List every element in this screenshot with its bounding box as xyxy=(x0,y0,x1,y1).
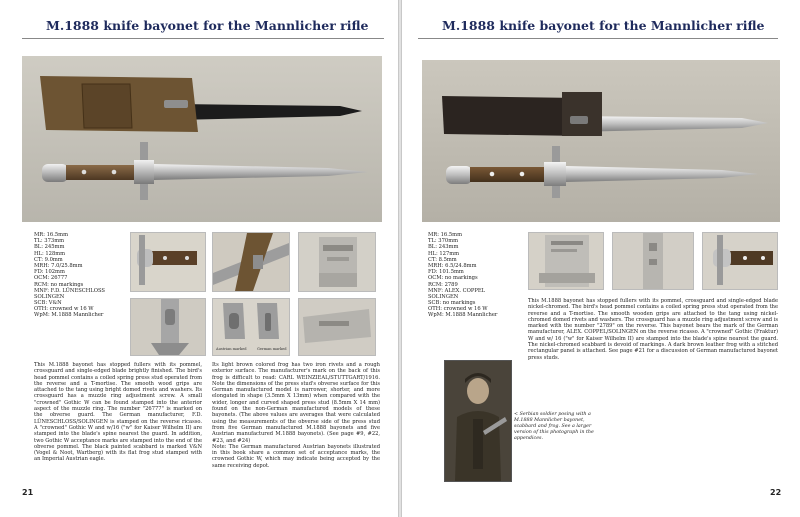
spec-item: OCM: no markings xyxy=(428,275,478,282)
paragraph: This M.1888 bayonet has stopped fullers with its pommel, crossguard and single-edged blade nickel-chromed. The bird's head pommel contains a coiled spring press stud operated from the reverse and a T-mortise. The smooth wooden grips are attached to the tang using nickel-chromed domed rivets and washers. The crossguard has a muzzle ring adjustment screw and is marked with the number "2789" on the reverse. This bayonet bears the mark of the German manufacturer, ALEX. COPPEL/SOLINGEN on the reverse ricasso. A "crowned" Gothic (Fraktur) W and w/ 16 ("w" for Kaiser Wilhelm II) are stamped into the blade's spine nearest the guard. The nickel-chromed scabbard is devoid of markings. A dark brown leather frog with a stitched rectangular panel is attached. See page #21 for a discussion of German manufactured bayonet press studs. xyxy=(528,298,778,361)
bayonet-photo-left xyxy=(22,56,382,222)
body-text-right xyxy=(528,298,778,361)
spec-item: HL: 128mm xyxy=(34,250,66,257)
caption-arrow: < xyxy=(514,412,519,417)
spec-item: MR: 16.5mm xyxy=(428,232,463,238)
spec-item: MNF: F.D. LÜNESCHLOSS xyxy=(34,287,105,294)
spec-item: BL: 243mm xyxy=(428,244,459,251)
detail-photo-press-stud xyxy=(130,298,206,356)
caption-text: Serbian soldier posing with a M.1888 Mannlicher bayonet, scabbard and frog. See a larger version of this photograph in the appendices. xyxy=(514,412,594,441)
paragraph: This M.1888 bayonet has stopped fullers with its pommel, crossguard and single-edged blade brightly finished. The bird's head pommel contains a coiled spring press stud operated from the reverse and a T-mortise. The smooth wood grips are attached to the tang using bright domed rivets and washers. Its crossguard has a muzzle ring adjustment screw. A small "crowned" Gothic W can be found stamped into the anterior aspect of the muzzle ring. The number "26777" is marked on the obverse guard. The German manufacturer, F.D. LÜNESCHLOSS/SOLINGEN is stamped on the reverse ricasso. A "crowned" Gothic W and w/16 ("w" for Kaiser Wilhelm II) are stamped into the blade's spine nearest the guard. In addition, two Gothic W acceptance marks are stamped into the end of the obverse pommel. The black painted scabbard is marked V&N (Vogel & Noot, Wartberg) with its flat frog stud stamped with an Imperial Austrian eagle. xyxy=(34,362,203,463)
spec-item: SCB: no markings xyxy=(428,300,476,307)
detail-photo-spine xyxy=(612,232,694,290)
spec-item: SOLINGEN xyxy=(34,293,65,300)
page-title-right: M.1888 knife bayonet for the Mannlicher rifle xyxy=(442,18,765,33)
right-page xyxy=(402,0,800,517)
spec-item: OTH: crowned w 16 W xyxy=(428,306,488,313)
spec-item: WpM: M.1888 Mannlicher xyxy=(428,312,498,319)
soldier-portrait-photo xyxy=(444,360,512,482)
detail-photo-pommel xyxy=(130,232,206,292)
paragraph-note: Note: The German manufactured Austrian bayonets illustrated in this book share a common set of acceptance marks, the crowned Gothic W, which may indicate being accepted by the same receiving depot. xyxy=(212,443,380,469)
detail-photo-pommel-right xyxy=(702,232,778,290)
spec-item: CT: 9.0mm xyxy=(34,256,63,263)
spec-item: RCM: 2789 xyxy=(428,281,458,288)
spec-item: SCB: V&N xyxy=(34,300,62,307)
detail-photo-markings xyxy=(298,232,376,292)
body-text-left-col1 xyxy=(34,362,202,463)
detail-photo-ricasso xyxy=(528,232,604,290)
portrait-caption xyxy=(514,412,600,442)
spec-item: WpM: M.1888 Mannlicher xyxy=(34,312,104,319)
spec-item: OTH: crowned w 16 W xyxy=(34,306,94,313)
spec-item: FD: 102mm xyxy=(34,269,65,276)
thumb-caption-austrian: Austrian marked xyxy=(216,347,247,351)
spec-item: TL: 373mm xyxy=(34,238,65,245)
spec-item: HL: 127mm xyxy=(428,250,460,257)
main-photo-right xyxy=(422,60,780,222)
detail-photo-frog xyxy=(212,232,290,292)
body-text-left-col2 xyxy=(212,362,380,469)
spec-item: RCM: no markings xyxy=(34,281,84,288)
spec-item: MNF: ALEX. COPPEL xyxy=(428,287,486,294)
spec-item: BL: 245mm xyxy=(34,244,65,251)
paragraph: Its light brown colored frog has two iron rivets and a rough exterior surface. The manufacturer's mark on the back of this frog is difficult to read: CARL WEINZIEAL/STUTTGART/1916. Note the dimensions of the press stud's obverse surface for this German manufactured model is narrower, shorter, and more elongated in shape (3.5mm X 13mm) when compared with the wider, longer and curved shaped press stud (8.5mm X 14 mm) found on the non-German manufactured models of these bayonets. (The above values are averages that were calculated using the measurements of the obverse side of the press stud from five German manufactured M.1888 bayonets and five Austrian manufactured M.1888 bayonets). (See page #9, #22, #23, and #24) xyxy=(212,362,380,444)
spec-item: CT: 8.5mm xyxy=(428,256,457,263)
left-page xyxy=(0,0,398,517)
thumb-caption-german: German marked xyxy=(257,347,287,351)
title-rule-left xyxy=(22,38,384,39)
page-number-right: 22 xyxy=(770,488,782,497)
spec-item: FD: 101.5mm xyxy=(428,269,464,276)
bayonet-photo-right xyxy=(422,60,780,222)
title-rule-right xyxy=(418,38,778,39)
detail-photo-crossguard xyxy=(298,298,376,356)
spec-list-right xyxy=(428,232,497,319)
detail-photo-press-stud-compare xyxy=(212,298,290,356)
spec-item: SOLINGEN xyxy=(428,293,459,300)
spec-list-left xyxy=(34,232,105,319)
spec-item: MRH: 6.5/24.8mm xyxy=(428,262,477,269)
spec-item: MRH: 7.0/25.8mm xyxy=(34,262,83,269)
spec-item: OCM: 26777 xyxy=(34,275,68,282)
spec-item: MR: 16.5mm xyxy=(34,232,69,238)
main-photo-left xyxy=(22,56,382,222)
spec-item: TL: 370mm xyxy=(428,238,459,245)
page-number-left: 21 xyxy=(22,488,34,497)
page-title-left: M.1888 knife bayonet for the Mannlicher rifle xyxy=(46,18,369,33)
